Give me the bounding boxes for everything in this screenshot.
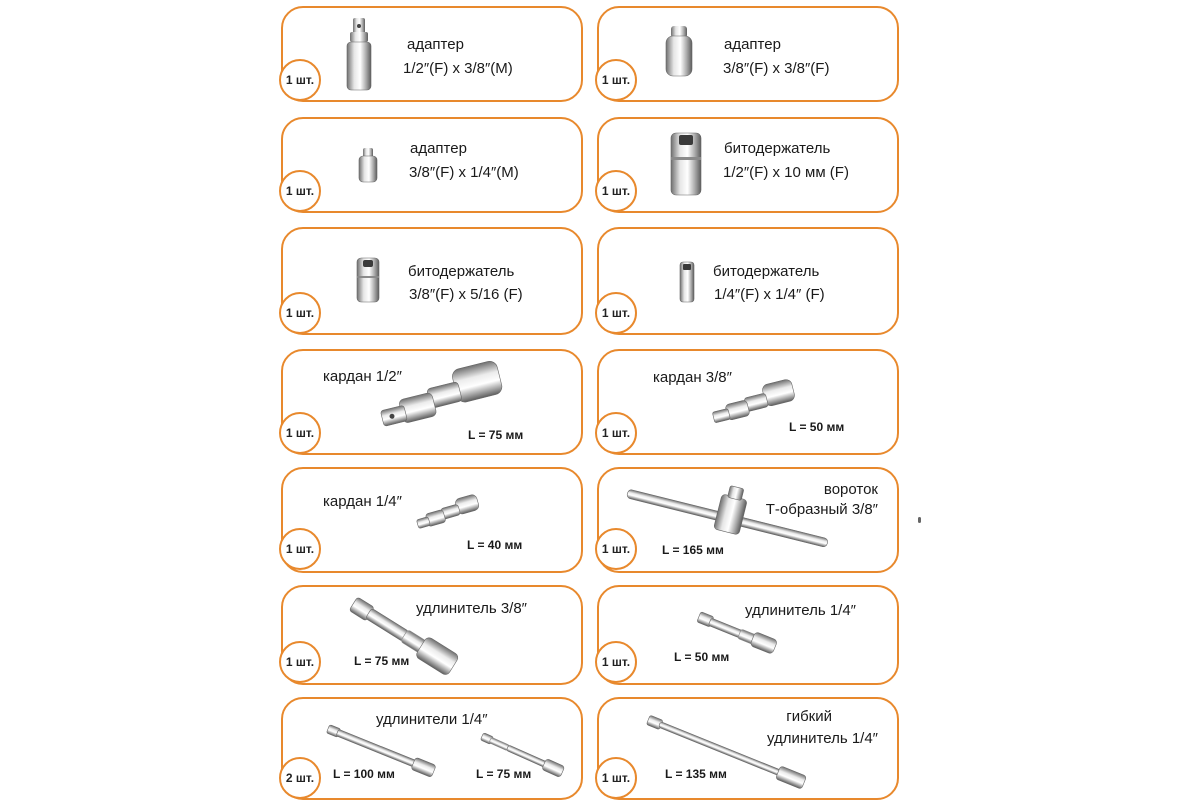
extension-bar-tool-image — [692, 608, 784, 656]
item-length: L = 165 мм — [662, 543, 724, 557]
quantity-badge: 1 шт. — [279, 528, 321, 570]
quantity-badge: 1 шт. — [279, 59, 321, 101]
item-name: кардан 3/8″ — [653, 369, 732, 386]
item-name: адаптер — [410, 140, 467, 157]
t-handle-tool-image — [618, 478, 838, 562]
item-name: битодержатель — [408, 263, 515, 280]
quantity-badge: 1 шт. — [595, 412, 637, 454]
item-size: 3/8″(F) x 5/16 (F) — [409, 286, 523, 303]
item-length: L = 75 мм — [354, 654, 410, 668]
item-name: удлинитель 1/4″ — [745, 602, 856, 619]
adapter-tool-image — [356, 146, 380, 184]
item-name: адаптер — [407, 36, 464, 53]
item-name: кардан 1/2″ — [323, 368, 402, 385]
adapter-tool-image — [662, 24, 696, 80]
quantity-badge: 1 шт. — [595, 170, 637, 212]
quantity-badge: 1 шт. — [279, 641, 321, 683]
quantity-badge: 2 шт. — [279, 757, 321, 799]
quantity-badge: 1 шт. — [595, 292, 637, 334]
universal-joint-tool-image — [412, 494, 484, 534]
item-size: 1/2″(F) x 10 мм (F) — [723, 164, 849, 181]
item-length: L = 135 мм — [665, 767, 727, 781]
item-name: адаптер — [724, 36, 781, 53]
quantity-badge: 1 шт. — [595, 757, 637, 799]
bit-holder-tool-image — [354, 256, 382, 304]
item-length: L = 100 мм — [333, 767, 395, 781]
universal-joint-tool-image — [706, 380, 802, 432]
item-name-line-2: удлинитель 1/4″ — [767, 730, 878, 747]
item-size: 3/8″(F) x 1/4″(M) — [409, 164, 519, 181]
item-size: 1/2″(F) x 3/8″(M) — [403, 60, 513, 77]
quantity-badge: 1 шт. — [595, 528, 637, 570]
item-name: гибкий — [786, 708, 832, 725]
item-length-2: L = 75 мм — [476, 767, 532, 781]
item-name-line-2: Т-образный 3/8″ — [765, 501, 878, 518]
item-name: битодержатель — [724, 140, 831, 157]
bit-holder-tool-image — [668, 131, 704, 197]
item-length: L = 40 мм — [467, 538, 523, 552]
item-name: удлинитель 3/8″ — [416, 600, 527, 617]
item-length: L = 50 мм — [789, 420, 845, 434]
quantity-badge: 1 шт. — [279, 292, 321, 334]
item-length: L = 50 мм — [674, 650, 730, 664]
quantity-badge: 1 шт. — [279, 412, 321, 454]
item-name: битодержатель — [713, 263, 820, 280]
edge-mark — [918, 517, 921, 523]
bit-holder-tool-image — [677, 260, 697, 304]
quantity-badge: 1 шт. — [279, 170, 321, 212]
item-size: 1/4″(F) x 1/4″ (F) — [714, 286, 825, 303]
quantity-badge: 1 шт. — [595, 641, 637, 683]
item-size: 3/8″(F) x 3/8″(F) — [723, 60, 830, 77]
quantity-badge: 1 шт. — [595, 59, 637, 101]
item-name: вороток — [823, 481, 878, 498]
adapter-tool-image — [344, 16, 374, 94]
item-name: удлинители 1/4″ — [376, 711, 488, 728]
item-length: L = 75 мм — [468, 428, 524, 442]
item-name: кардан 1/4″ — [323, 493, 402, 510]
